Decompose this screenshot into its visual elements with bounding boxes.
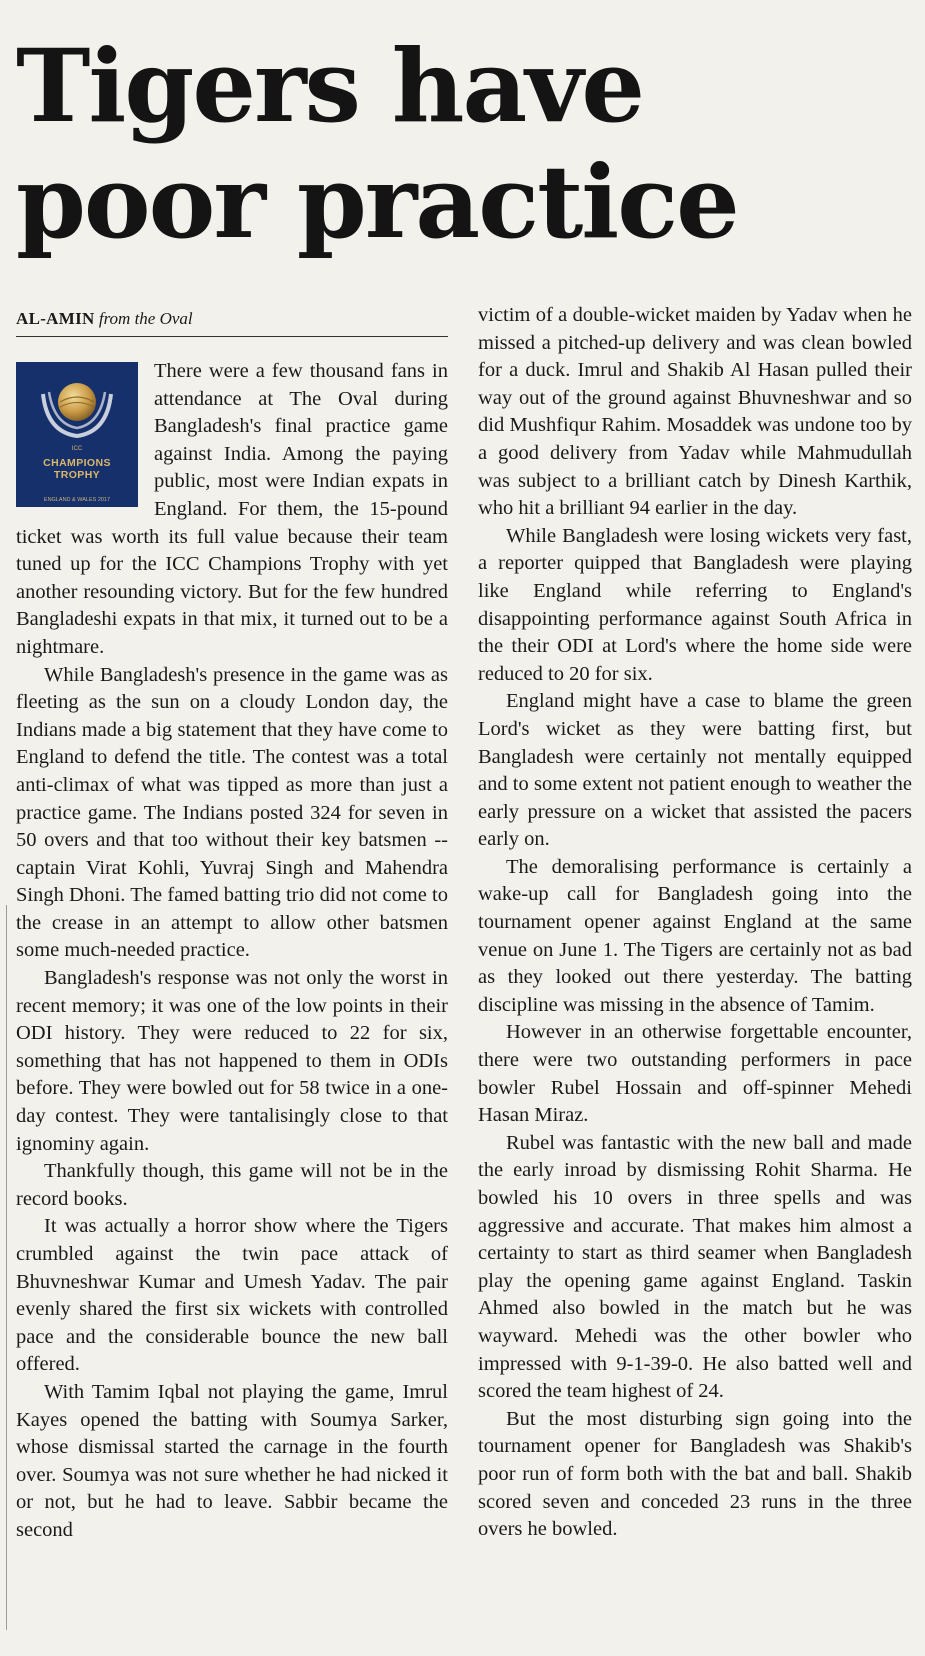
logo-title-line-2: TROPHY [53, 469, 101, 481]
article-column-1 [16, 358, 448, 1545]
paragraph: While Bangladesh were losing wickets very fast, a reporter quipped that Bangladesh were playing like England while referring to England's disappointing performance against South Africa in the their ODI at Lord's where the home side were reduced to 20 for six. [478, 524, 912, 685]
headline-line-1: Tigers have [16, 27, 643, 145]
paragraph: England might have a case to blame the green Lord's wicket as they were batting first, but Bangladesh were certainly not mentally equipped and to some extent not patient enough to weather the early pressure on a wicket that assisted the pacers early on. [478, 690, 912, 851]
logo-title [16, 457, 138, 481]
paragraph: It was actually a horror show where the Tigers crumbled against the twin pace attack of Bhuvneshwar Kumar and Umesh Yadav. The pair evenly shared the first six wickets with controlled pace and the considerable bounce the new ball offered. [16, 1215, 448, 1376]
paragraph: victim of a double-wicket maiden by Yadav when he missed a pitched-up delivery and was clean bowled for a duck. Imrul and Shakib Al Hasan pulled their way out of the ground against Bhuvneshwar and so did Mushfiqur Rahim. Mosaddek was undone too by a good delivery from Yadav while Mahmudullah was subject to a brilliant catch by Dinesh Karthik, who hit a brilliant 94 earlier in the day. [478, 304, 912, 520]
trophy-icon [16, 362, 138, 507]
byline [16, 308, 448, 337]
paragraph: With Tamim Iqbal not playing the game, Imrul Kayes opened the batting with Soumya Sarker, whose dismissal started the carnage in the fourth over. Soumya was not sure whether he had nicked it or not, but he had to leave. Sabbir became the second [16, 1380, 448, 1541]
paragraph: But the most disturbing sign going into the tournament opener for Bangladesh was Shakib's poor run of form both with the bat and ball. Shakib scored seven and conceded 23 runs in the three overs he bowled. [478, 1407, 912, 1541]
champions-trophy-logo [16, 362, 138, 507]
logo-icc-text: ICC [71, 446, 83, 452]
logo-subtitle: ENGLAND & WALES 2017 [43, 497, 111, 503]
byline-author: AL-AMIN [16, 309, 95, 328]
paragraph: While Bangladesh's presence in the game was as fleeting as the sun on a cloudy London day, the Indians made a big statement that they have come to England to defend the title. The contest was a total anti-climax of what was tipped as more than just a practice game. The Indians posted 324 for seven in 50 overs and that too without their key batsmen -- captain Virat Kohli, Yuvraj Singh and Mahendra Singh Dhoni. The famed batting trio did not come to the crease in an attempt to allow other batsmen some much-needed practice. [16, 663, 448, 962]
paragraph: There were a few thousand fans in attendance at The Oval during Bangladesh's final practice game against India. Among the paying public, most were Indian expats in England. For them, the 15-pound ticket was worth its full value because their team tuned up for the ICC Champions Trophy with yet another resounding victory. But for the few hundred Bangladeshi expats in that mix, it turned out to be a nightmare. [16, 360, 448, 658]
paragraph: Thankfully though, this game will not be in the record books. [16, 1160, 448, 1210]
paragraph: The demoralising performance is certainly a wake-up call for Bangladesh going into the tournament opener against England at the same venue on June 1. The Tigers are certainly not as bad as they looked out there yesterday. The batting discipline was missing in the absence of Tamim. [478, 855, 912, 1016]
logo-title-line-1: CHAMPIONS [43, 457, 111, 469]
byline-place: from the Oval [98, 309, 193, 328]
paragraph: Rubel was fantastic with the new ball and made the early inroad by dismissing Rohit Sharma. He bowled his 10 overs in three spells and was aggressive and accurate. That makes him almost a certainty to start as third seamer when Bangladesh play the opening game against England. Taskin Ahmed also bowled in the match but he was wayward. Mehedi was the other bowler who impressed with 9-1-39-0. He also batted well and scored the team highest of 24. [478, 1131, 912, 1403]
margin-rule [6, 905, 7, 1630]
headline [16, 28, 916, 260]
paragraph: Bangladesh's response was not only the worst in recent memory; it was one of the low points in their ODI history. They were reduced to 22 for six, something that has not happened to them in ODIs before. They were bowled out for 58 twice in a one-day contest. They were tantalisingly close to that ignominy again. [16, 967, 448, 1155]
paragraph: However in an otherwise forgettable encounter, there were two outstanding performers in pace bowler Rubel Hossain and off-spinner Mehedi Hasan Miraz. [478, 1021, 912, 1127]
article-column-2 [478, 302, 912, 1544]
headline-line-2: poor practice [16, 143, 738, 261]
